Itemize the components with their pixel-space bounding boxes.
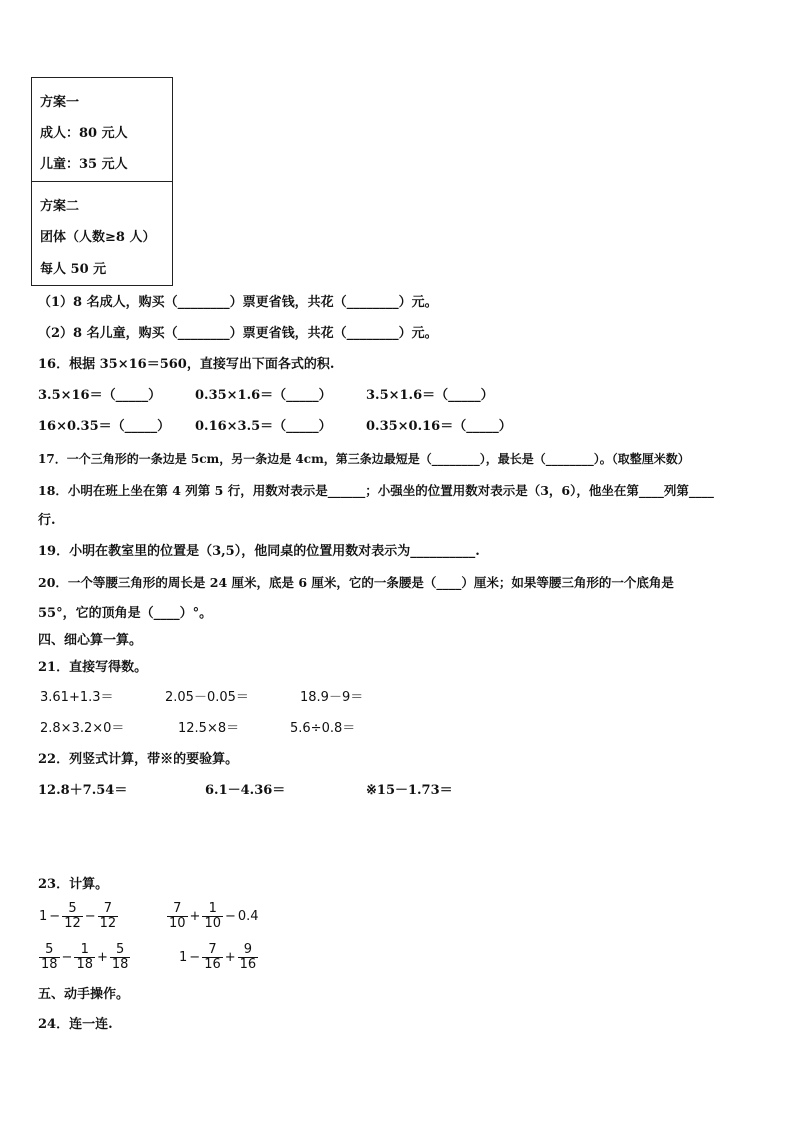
- q21-item: 2.05－0.05＝: [165, 690, 249, 705]
- plan1-child-price: 儿童：35 元人: [40, 157, 128, 172]
- q21-item: 12.5×8＝: [178, 721, 240, 736]
- q22-item: ※15－1.73＝: [366, 783, 453, 798]
- plan-table: [31, 77, 173, 286]
- q16-item: 3.5×1.6＝（_____）: [366, 388, 494, 403]
- q22-item: 6.1－4.36＝: [205, 783, 286, 798]
- q21-item: 3.61+1.3＝: [40, 690, 114, 705]
- q16-title: 16．根据 35×16＝560，直接写出下面各式的积.: [38, 357, 335, 372]
- plan2-price: 每人 50 元: [40, 262, 107, 277]
- q16-item: 3.5×16＝（_____）: [38, 388, 162, 403]
- plan-divider: [32, 181, 172, 182]
- q19-text: 19．小明在教室里的位置是（3,5），他同桌的位置用数对表示为__________.: [38, 544, 480, 559]
- q15-line1: （1）8 名成人，购买（________）票更省钱，共花（________）元。: [38, 295, 438, 310]
- plan1-title: 方案一: [40, 95, 80, 110]
- q16-item: 0.16×3.5＝（_____）: [195, 419, 332, 434]
- q15-line2: （2）8 名儿童，购买（________）票更省钱，共花（________）元。: [38, 326, 438, 341]
- q18-line2: 行.: [38, 513, 56, 528]
- q22-title: 22．列竖式计算，带※的要验算。: [38, 752, 239, 767]
- q17-text: 17．一个三角形的一条边是 5cm，另一条边是 4cm，第三条边最短是（________），最长是（________）。（取整厘米数）: [38, 452, 690, 466]
- q21-item: 5.6÷0.8＝: [290, 721, 356, 736]
- q16-item: 0.35×1.6＝（_____）: [195, 388, 332, 403]
- q21-item: 2.8×3.2×0＝: [40, 721, 125, 736]
- q23-expression-4: 1 − $\frac{7}{16}$ + $\frac{9}{16}$: [179, 942, 257, 972]
- q23-expression-3: $\frac{5}{18}$ − $\frac{1}{18}$ + $\frac{5}{18}$: [41, 942, 129, 972]
- q18-line1: 18．小明在班上坐在第 4 列第 5 行，用数对表示是______；小强坐的位置用数对表示是（3，6），他坐在第____列第____: [38, 483, 714, 498]
- q16-item: 16×0.35＝（_____）: [38, 419, 171, 434]
- section4-heading: 四、细心算一算。: [38, 633, 143, 648]
- q22-item: 12.8＋7.54＝: [38, 783, 128, 798]
- q21-title: 21．直接写得数。: [38, 660, 148, 675]
- q20-line2: 55°，它的顶角是（____）°。: [38, 606, 213, 621]
- plan2-title: 方案二: [40, 199, 80, 214]
- q21-item: 18.9－9＝: [300, 690, 364, 705]
- plan1-adult-price: 成人：80 元人: [40, 126, 128, 141]
- q20-line1: 20．一个等腰三角形的周长是 24 厘米，底是 6 厘米，它的一条腰是（____）厘米；如果等腰三角形的一个底角是: [38, 575, 674, 590]
- section5-heading: 五、动手操作。: [38, 987, 130, 1002]
- q23-title: 23．计算。: [38, 877, 109, 892]
- plan2-group: 团体（人数≥8 人）: [40, 230, 156, 245]
- q23-expression-2: $\frac{7}{10}$ + $\frac{1}{10}$ − 0.4: [169, 901, 259, 931]
- q23-expression-1: 1 − $\frac{5}{12}$ − $\frac{7}{12}$: [39, 901, 117, 931]
- q24-text: 24．连一连.: [38, 1017, 113, 1032]
- q16-item: 0.35×0.16＝（_____）: [366, 419, 512, 434]
